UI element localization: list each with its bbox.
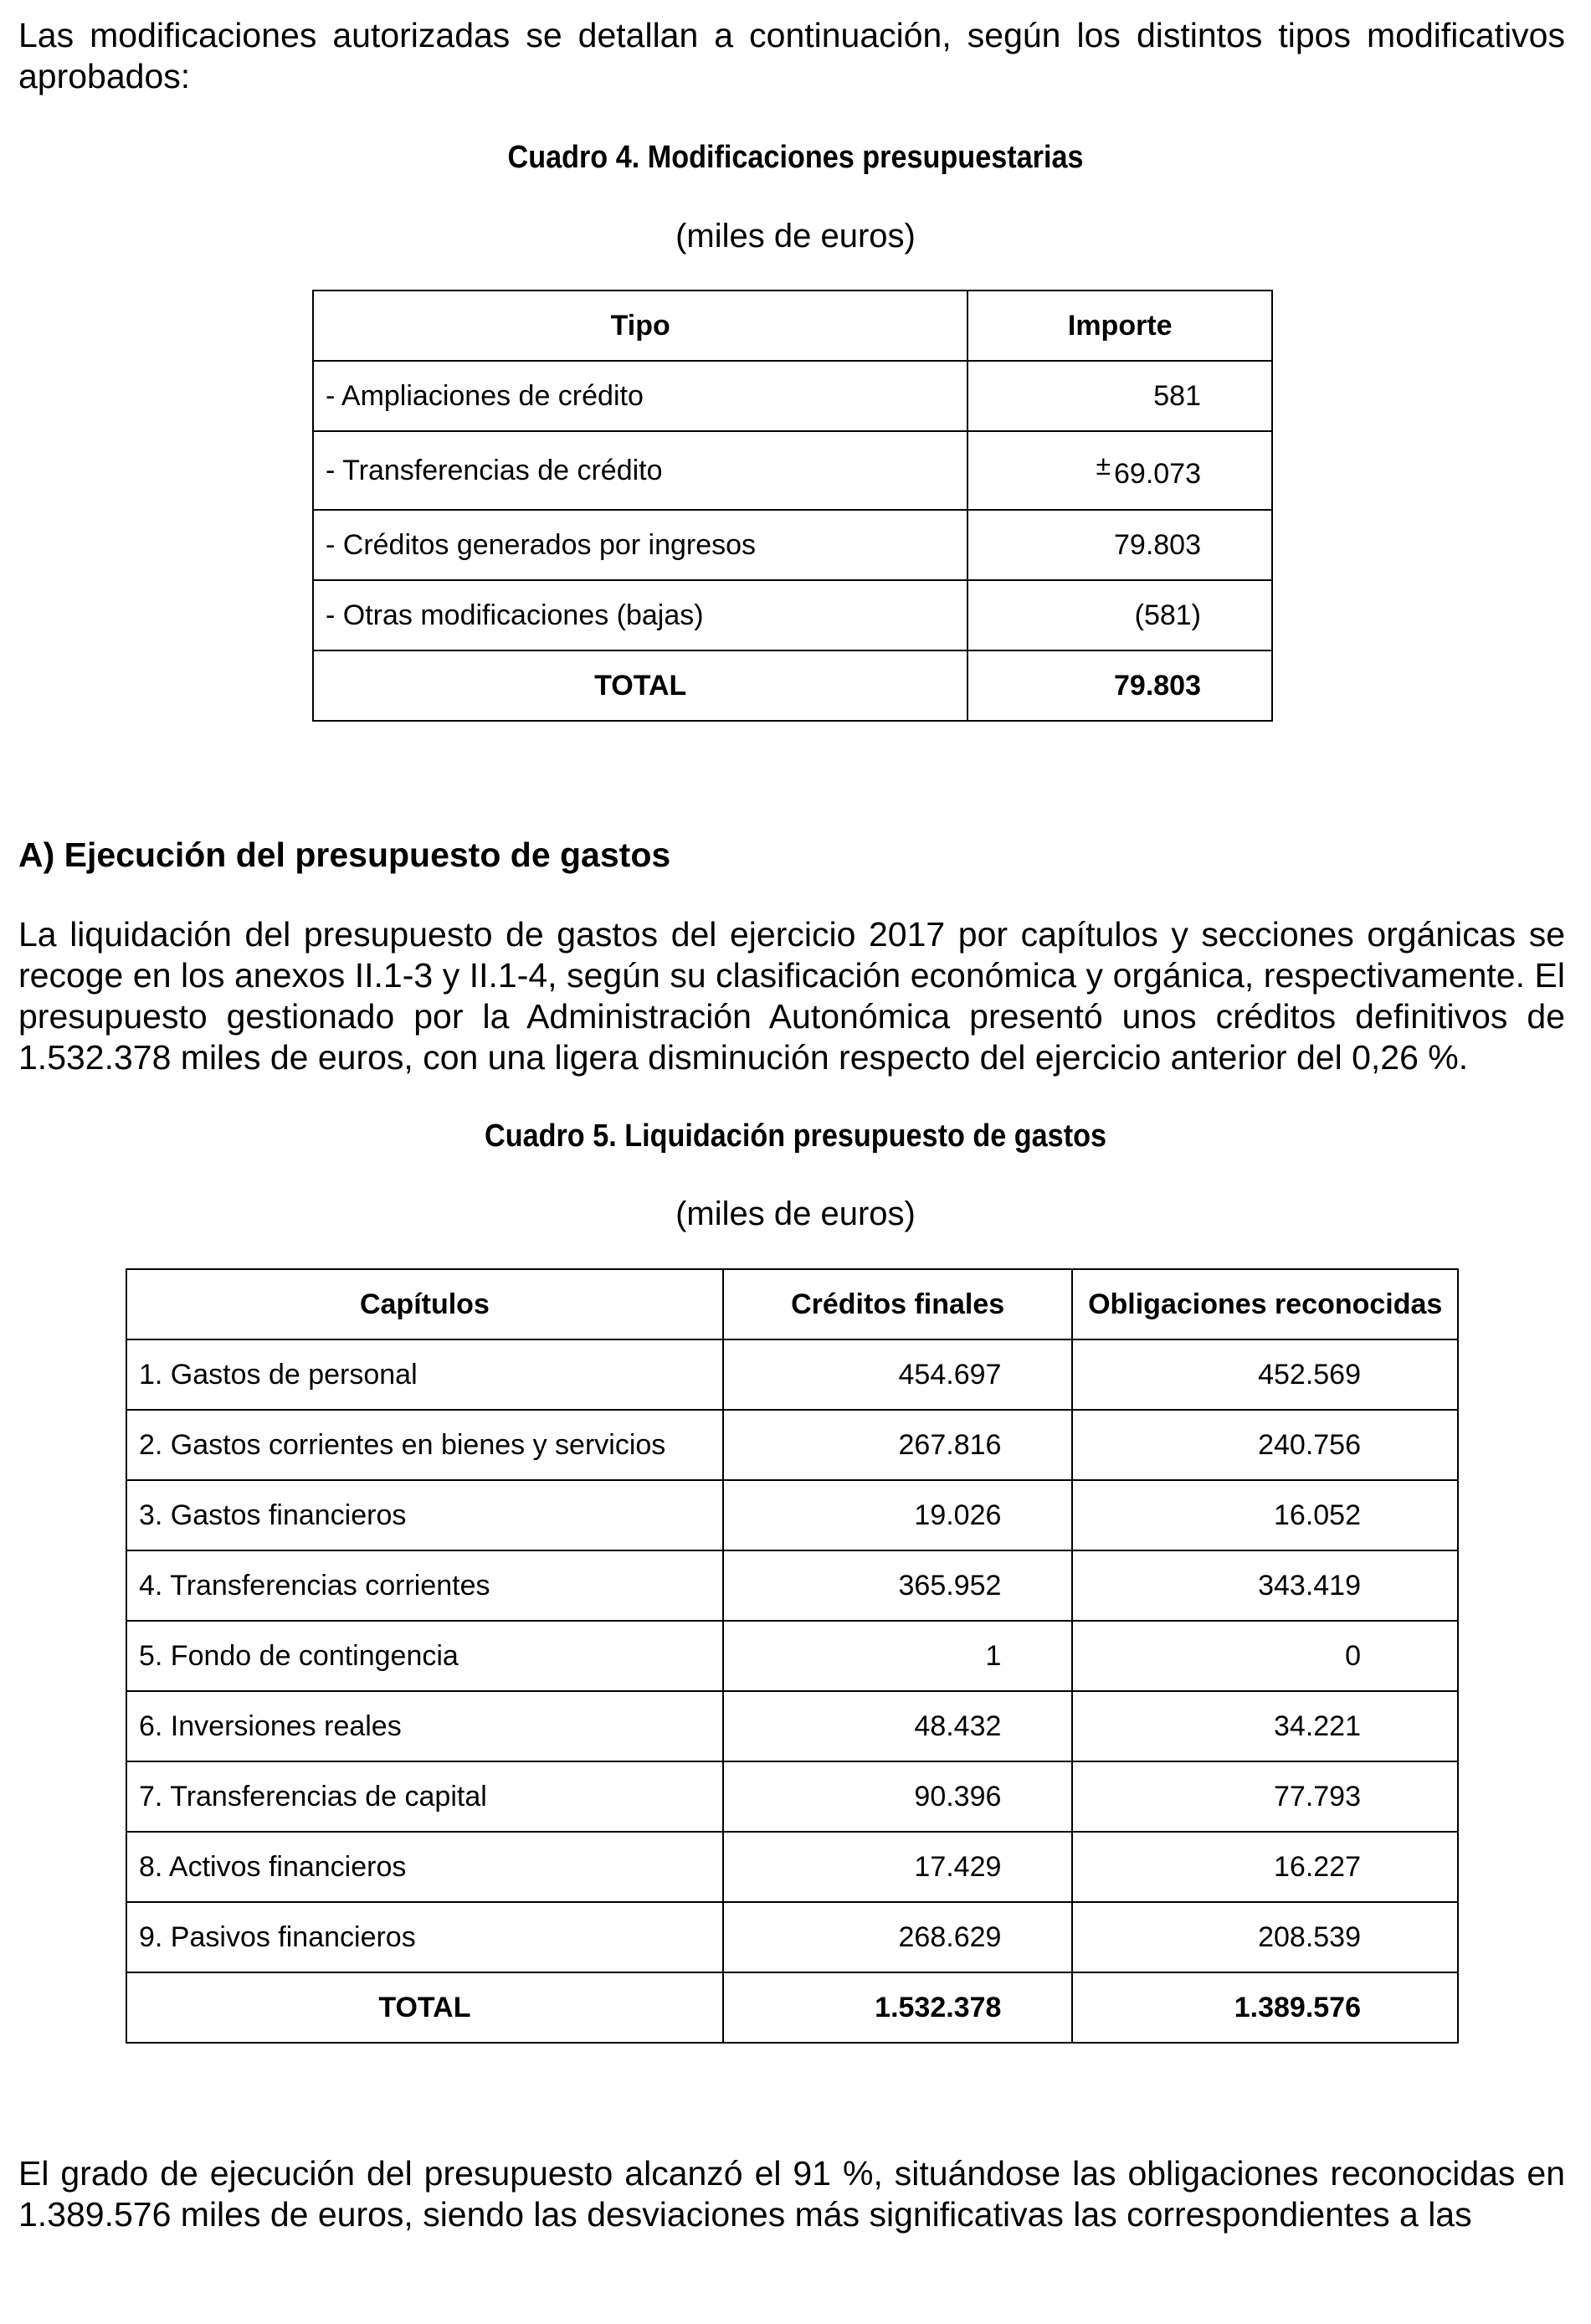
plus-minus-sign: ± <box>1096 450 1111 481</box>
table5-cell-creditos: 268.629 <box>723 1902 1073 1972</box>
table5-cell-obligaciones: 34.221 <box>1072 1691 1458 1761</box>
table5-total-creditos: 1.532.378 <box>723 1972 1073 2043</box>
table5-cell-capitulo: 8. Activos financieros <box>126 1832 723 1902</box>
table5-cell-obligaciones: 452.569 <box>1072 1339 1458 1410</box>
table5-cell-creditos: 365.952 <box>723 1550 1073 1621</box>
table4-caption: Cuadro 4. Modificaciones presupuestarias <box>507 140 1084 175</box>
table5-cell-capitulo: 5. Fondo de contingencia <box>126 1621 723 1691</box>
table5-cell-obligaciones: 343.419 <box>1072 1550 1458 1621</box>
table5-total-label: TOTAL <box>126 1972 723 2043</box>
table-row <box>126 1480 1458 1550</box>
table-row <box>126 1761 1458 1832</box>
table4-header-tipo: Tipo <box>313 290 967 361</box>
table5-cell-capitulo: 2. Gastos corrientes en bienes y servicios <box>126 1410 723 1480</box>
table5-cell-creditos: 48.432 <box>723 1691 1073 1761</box>
table4-units: (miles de euros) <box>675 218 916 255</box>
table-row <box>126 1550 1458 1621</box>
table5-liquidacion <box>126 1268 1459 2044</box>
table5-cell-obligaciones: 240.756 <box>1072 1410 1458 1480</box>
table4-cell-tipo: - Créditos generados por ingresos <box>313 510 967 580</box>
table4-modificaciones <box>312 290 1273 722</box>
table5-cell-creditos: 267.816 <box>723 1410 1073 1480</box>
table5-cell-capitulo: 7. Transferencias de capital <box>126 1761 723 1832</box>
table5-header-row <box>126 1269 1458 1339</box>
table4-cell-tipo: - Transferencias de crédito <box>313 431 967 510</box>
table5-cell-capitulo: 1. Gastos de personal <box>126 1339 723 1410</box>
table-row <box>313 431 1272 510</box>
section-a-paragraph: La liquidación del presupuesto de gastos del ejercicio 2017 por capítulos y secciones orgánicas se recoge en los anexos II.1-3 y II.1-4, según su clasificación económica y orgánica, respectivamente. El presupuesto gestionado por la Administración Autonómica presentó unos créditos definitivos de 1.532.378 miles de euros, con una ligera disminución respecto del ejercicio anterior del 0,26 %. <box>18 915 1565 1077</box>
table5-header-capitulos: Capítulos <box>126 1269 723 1339</box>
table5-caption: Cuadro 5. Liquidación presupuesto de gastos <box>484 1118 1107 1154</box>
table5-cell-creditos: 1 <box>723 1621 1073 1691</box>
table-row <box>126 1410 1458 1480</box>
table5-units: (miles de euros) <box>675 1195 916 1232</box>
table5-cell-creditos: 454.697 <box>723 1339 1073 1410</box>
table4-cell-importe: (581) <box>967 580 1272 650</box>
table5-cell-capitulo: 6. Inversiones reales <box>126 1691 723 1761</box>
table5-cell-obligaciones: 208.539 <box>1072 1902 1458 1972</box>
table5-cell-obligaciones: 16.052 <box>1072 1480 1458 1550</box>
table5-cell-capitulo: 3. Gastos financieros <box>126 1480 723 1550</box>
closing-paragraph: El grado de ejecución del presupuesto alcanzó el 91 %, situándose las obligaciones reconocidas en 1.389.576 miles de euros, siendo las desviaciones más significativas las correspondientes a las <box>18 2154 1565 2234</box>
table5-cell-capitulo: 9. Pasivos financieros <box>126 1902 723 1972</box>
table5-cell-creditos: 19.026 <box>723 1480 1073 1550</box>
table5-cell-obligaciones: 16.227 <box>1072 1832 1458 1902</box>
table-row <box>313 580 1272 650</box>
table4-cell-tipo: - Ampliaciones de crédito <box>313 361 967 431</box>
table4-header-importe: Importe <box>967 290 1272 361</box>
table4-importe-value: 69.073 <box>1114 458 1201 490</box>
table-row <box>126 1691 1458 1761</box>
table4-total-label: TOTAL <box>313 650 967 721</box>
table-row <box>126 1621 1458 1691</box>
table5-cell-capitulo: 4. Transferencias corrientes <box>126 1550 723 1621</box>
table5-header-obligaciones: Obligaciones reconocidas <box>1072 1269 1458 1339</box>
table-row <box>126 1902 1458 1972</box>
table4-cell-tipo: - Otras modificaciones (bajas) <box>313 580 967 650</box>
table5-cell-creditos: 90.396 <box>723 1761 1073 1832</box>
table5-total-row <box>126 1972 1458 2043</box>
intro-paragraph: Las modificaciones autorizadas se detallan a continuación, según los distintos tipos modificativos aprobados: <box>18 16 1565 95</box>
table5-cell-obligaciones: 77.793 <box>1072 1761 1458 1832</box>
table4-cell-importe <box>967 431 1272 510</box>
table5-header-creditos: Créditos finales <box>723 1269 1073 1339</box>
table4-total-row <box>313 650 1272 721</box>
section-a-heading: A) Ejecución del presupuesto de gastos <box>18 836 671 874</box>
table4-total-value: 79.803 <box>967 650 1272 721</box>
table4-cell-importe: 79.803 <box>967 510 1272 580</box>
table4-header-row <box>313 290 1272 361</box>
table-row <box>126 1339 1458 1410</box>
table5-total-obligaciones: 1.389.576 <box>1072 1972 1458 2043</box>
table4-cell-importe: 581 <box>967 361 1272 431</box>
table-row <box>313 361 1272 431</box>
table5-cell-obligaciones: 0 <box>1072 1621 1458 1691</box>
table-row <box>126 1832 1458 1902</box>
table-row <box>313 510 1272 580</box>
table5-cell-creditos: 17.429 <box>723 1832 1073 1902</box>
